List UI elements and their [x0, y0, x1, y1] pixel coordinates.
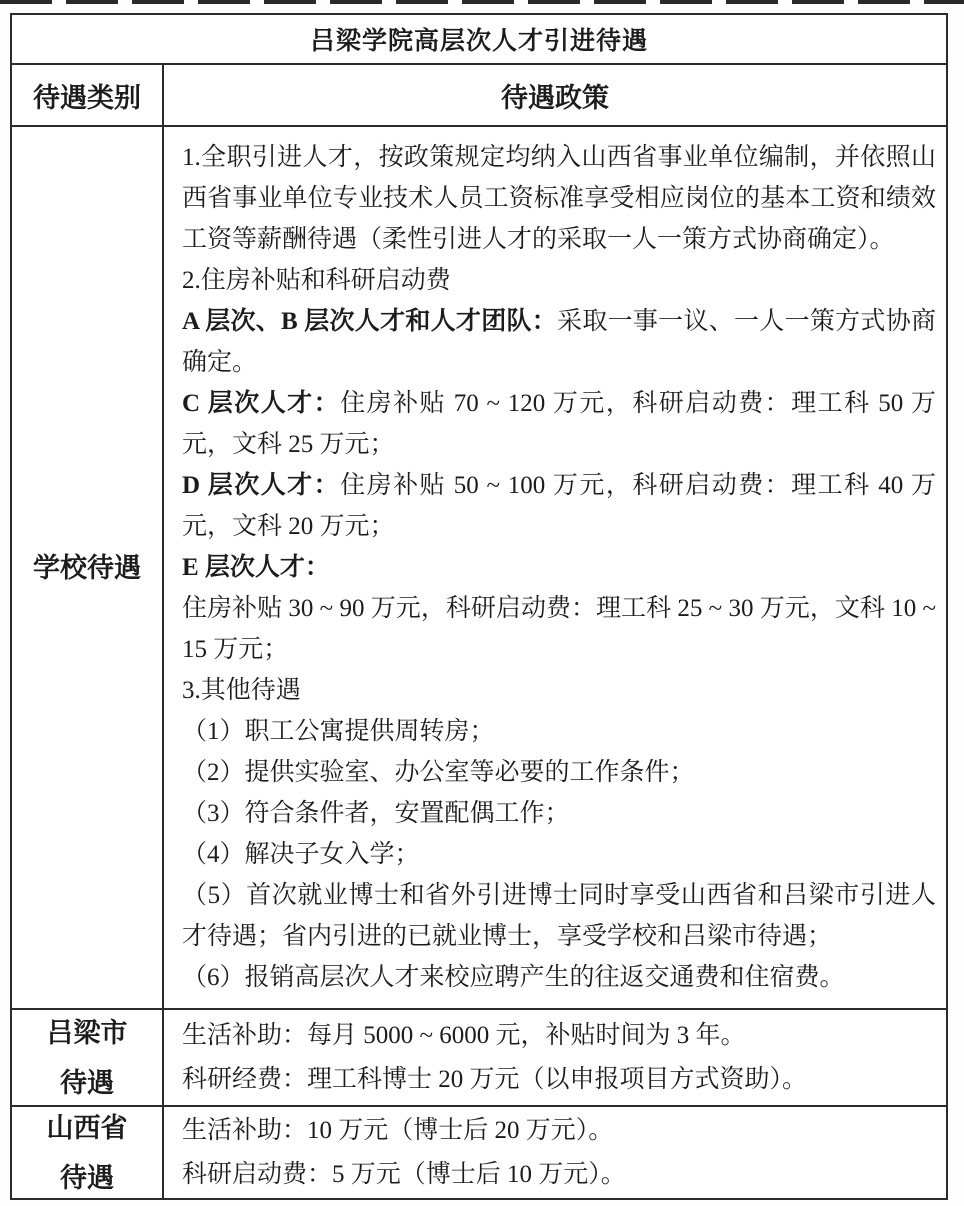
policy-paragraph: （6）报销高层次人才来校应聘产生的往返交通费和住宿费。 [182, 964, 845, 991]
policy-paragraph: E 层次人才： [182, 554, 330, 581]
table-header-row [12, 65, 946, 127]
policy-paragraph: 科研经费：理工科博士 20 万元（以申报项目方式资助）。 [182, 1065, 808, 1093]
policy-paragraph: A 层次、B 层次人才和人才团队：采取一事一议、一人一策方式协商确定。 [182, 308, 936, 376]
policy-paragraph: 科研启动费：5 万元（博士后 10 万元）。 [182, 1160, 626, 1188]
page-edge-dashed-line [0, 0, 964, 4]
table-row-luliang-city [12, 1010, 946, 1107]
policy-paragraph: C 层次人才：住房补贴 70 ~ 120 万元，科研启动费：理工科 50 万元，文科 25 万元； [182, 390, 936, 458]
policy-cell-school [164, 127, 946, 1008]
policy-paragraph: 住房补贴 30 ~ 90 万元，科研启动费：理工科 25 ~ 30 万元，文科 10 ~ 15 万元； [182, 595, 936, 663]
policy-paragraph: 3.其他待遇 [182, 677, 301, 704]
policy-paragraph: 生活补助：每月 5000 ~ 6000 元，补贴时间为 3 年。 [182, 1021, 746, 1049]
category-label-line: 吕梁市 [46, 1017, 128, 1048]
header-category: 待遇类别 [12, 65, 164, 125]
policy-paragraph: （1）职工公寓提供周转房； [182, 718, 495, 745]
policy-paragraph: 1.全职引进人才，按政策规定均纳入山西省事业单位编制，并依照山西省事业单位专业技术人员工资标准享受相应岗位的基本工资和绩效工资等薪酬待遇（柔性引进人才的采取一人一策方式协商确定）。 [182, 144, 936, 253]
policy-paragraph: （3）符合条件者，安置配偶工作； [182, 800, 570, 827]
policy-paragraph: （5）首次就业博士和省外引进博士同时享受山西省和吕梁市引进人才待遇；省内引进的已就业博士，享受学校和吕梁市待遇； [182, 882, 936, 950]
category-label-line: 待遇 [60, 1067, 114, 1098]
category-label-school [12, 127, 164, 1008]
policy-cell-shanxi-province [164, 1107, 946, 1198]
table-row-shanxi-province [12, 1107, 946, 1198]
category-label-line: 山西省 [46, 1112, 128, 1143]
policy-paragraph: D 层次人才：住房补贴 50 ~ 100 万元，科研启动费：理工科 40 万元，文科 20 万元； [182, 472, 936, 540]
policy-paragraph: 生活补助：10 万元（博士后 20 万元）。 [182, 1116, 614, 1144]
category-label-line: 待遇 [60, 1162, 114, 1193]
policy-paragraph: （2）提供实验室、办公室等必要的工作条件； [182, 759, 695, 786]
policy-cell-luliang-city [164, 1010, 946, 1105]
category-label-shanxi-province [12, 1107, 164, 1198]
table-title: 吕梁学院高层次人才引进待遇 [12, 15, 946, 65]
table-row-school [12, 127, 946, 1010]
header-policy: 待遇政策 [501, 82, 609, 113]
policy-paragraph: 2.住房补贴和科研启动费 [182, 267, 451, 294]
policy-paragraph: （4）解决子女入学； [182, 841, 420, 868]
benefits-table [10, 13, 948, 1200]
category-label-luliang-city [12, 1010, 164, 1105]
category-label-line: 学校待遇 [33, 552, 141, 583]
